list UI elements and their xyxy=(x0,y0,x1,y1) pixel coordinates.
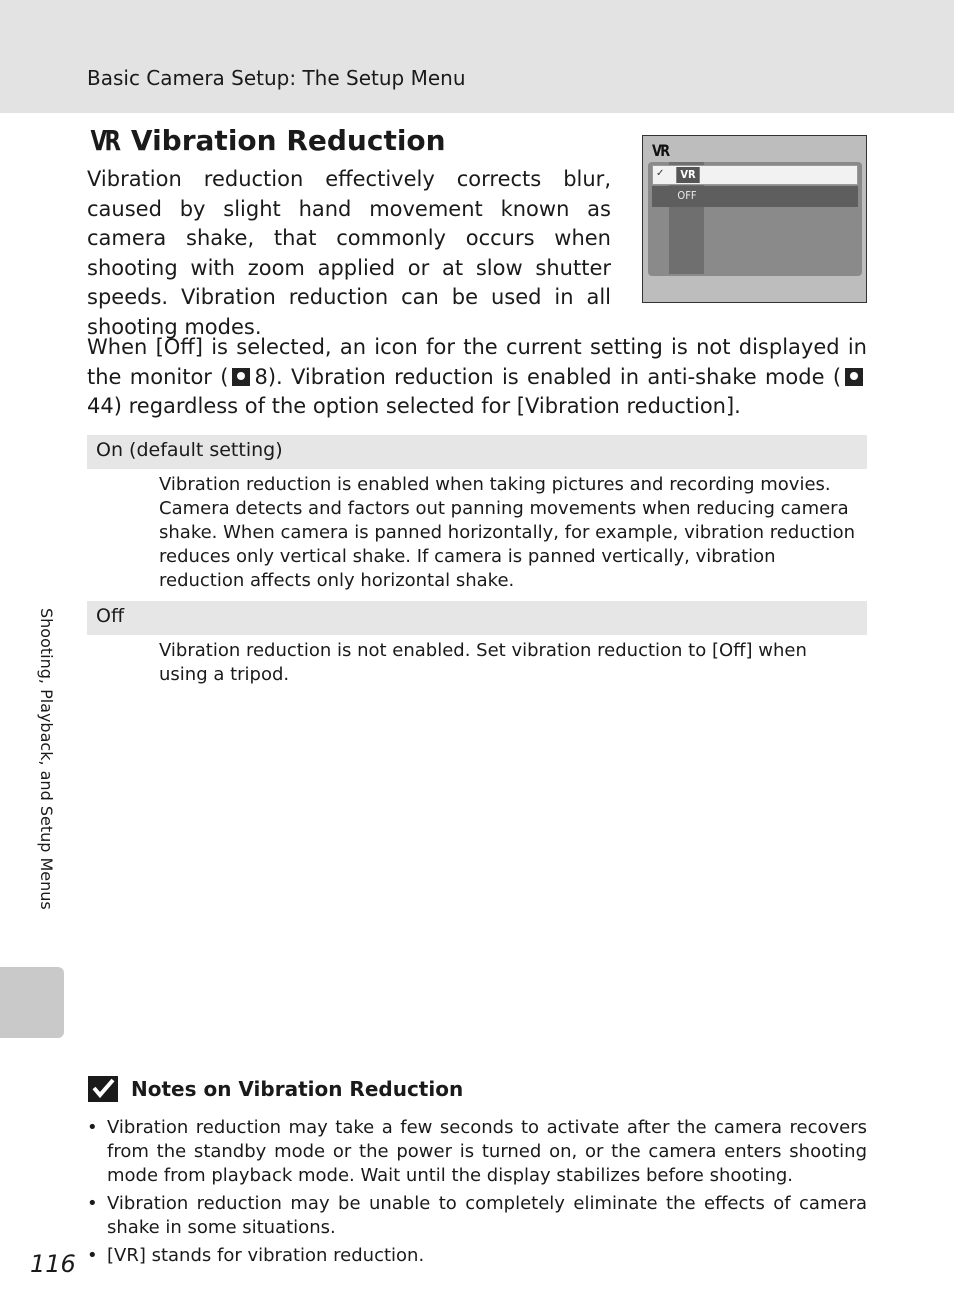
monitor-note-paragraph xyxy=(87,333,867,422)
screen-menu-title: VR xyxy=(652,141,669,160)
list-item xyxy=(87,1192,867,1240)
option-heading-on: On (default setting) xyxy=(87,435,867,469)
notes-list xyxy=(87,1116,867,1272)
side-section-label: Shooting, Playback, and Setup Menus xyxy=(37,608,56,910)
bullet-icon: • xyxy=(87,1193,98,1214)
list-item xyxy=(87,1116,867,1188)
note-text: [VR] stands for vibration reduction. xyxy=(107,1245,425,1266)
page-reference-2: 44 xyxy=(87,394,114,418)
bullet-icon: • xyxy=(87,1245,98,1266)
option-description-off: Vibration reduction is not enabled. Set vibration reduction to [Off] when using a tripod. xyxy=(159,640,807,685)
option-heading-off: Off xyxy=(87,601,867,635)
notes-title-text: Notes on Vibration Reduction xyxy=(131,1077,464,1101)
bullet-icon: • xyxy=(87,1117,98,1138)
page-header-title: Basic Camera Setup: The Setup Menu xyxy=(87,66,466,90)
intro-paragraph: Vibration reduction effectively corrects blur, caused by slight hand movement known as camera shake, that commonly occurs when shooting with zoom applied or at slow shutter speeds. Vibration reduction can be used in all shooting modes. xyxy=(87,167,611,339)
page-reference-icon xyxy=(845,368,863,386)
section-title xyxy=(88,124,446,157)
page-reference-1: 8 xyxy=(254,364,268,389)
list-item xyxy=(87,1244,867,1268)
check-icon: ✓ xyxy=(656,168,665,179)
section-title-text: Vibration Reduction xyxy=(130,124,446,157)
para2-text-1: When [Off] is selected, an icon for the current setting is not displayed in the monitor ( xyxy=(87,335,867,389)
header-band xyxy=(0,0,954,113)
page-number: 116 xyxy=(30,1250,76,1278)
screen-option-off-label: OFF xyxy=(677,189,697,202)
option-description-on: Vibration reduction is enabled when taking pictures and recording movies. Camera detects and factors out panning movements when reducing camera shake. When camera is panned horizontally, for example, vibration reduction reduces only vertical shake. If camera is panned vertically, vibration reduction affects only horizontal shake. xyxy=(159,474,856,591)
screen-option-off xyxy=(652,186,858,207)
note-text: Vibration reduction may take a few seconds to activate after the camera recovers from the standby mode or the power is turned on, or the camera enters shooting mode from playback mode. Wait until the display stabilizes before shooting. xyxy=(107,1117,867,1186)
screen-option-on-label: VR xyxy=(676,167,699,183)
para2-text-2: ). Vibration reduction is enabled in anti-shake mode ( xyxy=(267,364,842,389)
screen-option-selected xyxy=(652,165,858,185)
notes-heading xyxy=(88,1076,463,1102)
note-text: Vibration reduction may be unable to completely eliminate the effects of camera shake in some situations. xyxy=(107,1193,867,1238)
vr-icon: VR xyxy=(90,124,119,157)
page-reference-icon xyxy=(232,368,250,386)
checkmark-note-icon xyxy=(88,1076,118,1102)
side-section-tab xyxy=(0,967,64,1038)
screen-menu-panel xyxy=(648,162,862,276)
para2-text-3: ) regardless of the option selected for [Vibration reduction]. xyxy=(113,394,741,418)
camera-screen-illustration xyxy=(642,135,867,303)
